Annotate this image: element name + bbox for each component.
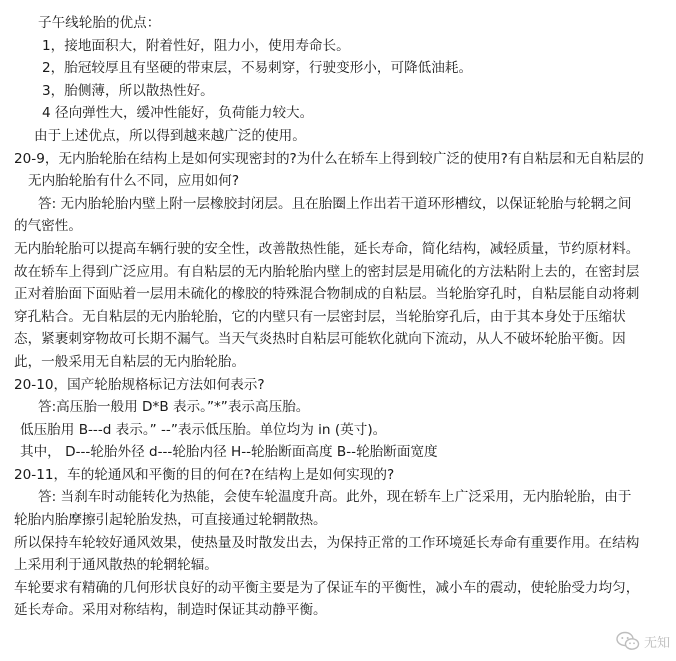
list-item: 2，胎冠较厚且有坚硬的带束层，不易刺穿，行驶变形小，可降低油耗。 (42, 60, 473, 77)
paragraph-line: 由于上述优点，所以得到越来越广泛的使用。 (34, 127, 306, 144)
paragraph-line: 无内胎轮胎可以提高车辆行驶的安全性，改善散热性能，延长寿命，简化结构，减轻质量，节约原材料。 (14, 240, 640, 257)
answer-line: 轮胎内胎摩擦引起轮胎发热，可直接通过轮辋散热。 (14, 512, 327, 529)
answer-line: 的气密性。 (14, 218, 82, 235)
question-line: 20-10，国产轮胎规格标记方法如何表示? (14, 376, 265, 393)
paragraph-line: 延长寿命。采用对称结构，制造时保证其动静平衡。 (14, 602, 327, 619)
answer-line: 答: 当刹车时动能转化为热能，会使车轮温度升高。此外，现在轿车上广泛采用，无内胎轮胎，由于 (38, 489, 632, 506)
paragraph-line: 穿孔粘合。无自粘层的无内胎轮胎，它的内壁只有一层密封层，当轮胎穿孔后，由于其本身处于压缩状 (14, 308, 626, 325)
document-body (14, 12, 670, 622)
answer-line: 答:高压胎一般用 D*B 表示。”*”表示高压胎。 (38, 399, 310, 416)
paragraph-line: 车轮要求有精确的几何形状良好的动平衡主要是为了保证车的平衡性，减小车的震动，使轮胎受力均匀， (14, 579, 640, 596)
wechat-logo-icon (616, 631, 640, 651)
watermark (616, 631, 670, 651)
list-item: 4 径向弹性大，缓冲性能好，负荷能力较大。 (42, 105, 314, 122)
paragraph-line: 所以保持车轮较好通风效果，使热量及时散发出去，为保持正常的工作环境延长寿命有重要作用。在结构 (14, 534, 640, 551)
watermark-text: 无知 (643, 635, 670, 651)
question-line: 20-9，无内胎轮胎在结构上是如何实现密封的?为什么在轿车上得到较广泛的使用?有自粘层和无自粘层的 (14, 150, 644, 167)
question-line: 无内胎轮胎有什么不同，应用如何? (28, 173, 240, 190)
answer-line: 其中， D---轮胎外径 d---轮胎内径 H--轮胎断面高度 B--轮胎断面宽度 (20, 444, 438, 461)
answer-line: 低压胎用 B---d 表示。” --”表示低压胎。单位均为 in (英寸)。 (20, 421, 387, 438)
paragraph-line: 态，紧裹刺穿物故可长期不漏气。当天气炎热时自粘层可能软化就向下流动，从人不破坏轮胎平衡。因 (14, 331, 626, 348)
paragraph-line: 正对着胎面下面贴着一层用未硫化的橡胶的特殊混合物制成的自粘层。当轮胎穿孔时，自粘层能自动将刺 (14, 286, 640, 303)
section-heading: 子午线轮胎的优点： (38, 15, 161, 31)
answer-line: 答: 无内胎轮胎内壁上附一层橡胶封闭层。且在胎圈上作出若干道环形槽纹，以保证轮胎与轮辋之间 (38, 195, 632, 212)
list-item: 1，接地面积大，附着性好，阻力小，使用寿命长。 (42, 37, 350, 54)
list-item: 3，胎侧薄，所以散热性好。 (42, 82, 214, 99)
paragraph-line: 故在轿车上得到广泛应用。有自粘层的无内胎轮胎内壁上的密封层是用硫化的方法粘附上去的，在密封层 (14, 263, 640, 280)
paragraph-line: 上采用利于通风散热的轮辋轮辐。 (14, 557, 218, 574)
question-line: 20-11，车的轮通风和平衡的目的何在?在结构上是如何实现的? (14, 466, 395, 483)
paragraph-line: 此，一般采用无自粘层的无内胎轮胎。 (14, 353, 246, 370)
